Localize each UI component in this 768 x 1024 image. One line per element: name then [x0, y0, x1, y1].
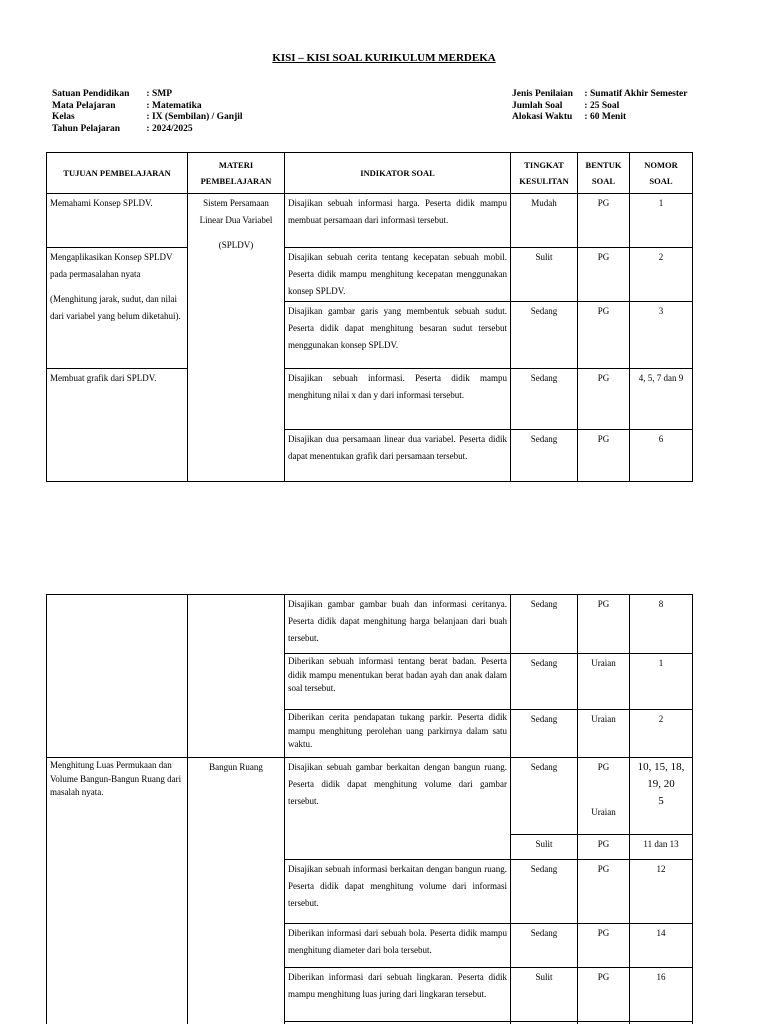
table-header-row: [47, 153, 693, 194]
kisi-table-page-1: [46, 152, 693, 482]
meta-key: Satuan Pendidikan: [52, 89, 130, 99]
nomor-cell: 16: [630, 968, 693, 1022]
tingkat-cell: Mudah: [511, 194, 578, 248]
tujuan-cell-empty: [47, 595, 188, 758]
indikator-cell: Disajikan sebuah gambar berkaitan dengan bangun ruang. Peserta didik dapat menghitung volume dari gambar tersebut.: [285, 758, 511, 860]
bentuk-pg: PG: [597, 762, 610, 772]
bentuk-cell: PG: [578, 369, 630, 430]
materi-text-abbr: (SPLDV): [218, 240, 254, 250]
header-nomor: NOMOR SOAL: [630, 153, 693, 194]
bentuk-cell: PG: [578, 430, 630, 482]
bentuk-cell: PG: [578, 595, 630, 654]
bentuk-cell: PG: [578, 924, 630, 968]
meta-row-kelas: [52, 112, 243, 124]
nomor-pg: 10, 15, 18, 19, 20: [637, 761, 685, 790]
meta-colon: :: [584, 112, 588, 122]
meta-key: Jenis Penilaian: [512, 89, 573, 99]
indikator-cell: Disajikan sebuah informasi harga. Peserta didik mampu membuat persamaan dari informasi tersebut.: [285, 194, 511, 248]
header-materi: MATERI PEMBELAJARAN: [188, 153, 285, 194]
meta-colon: :: [584, 100, 588, 111]
meta-colon: :: [146, 112, 150, 122]
bentuk-cell: PG: [578, 835, 630, 860]
table-row: [47, 595, 693, 654]
meta-value: IX (Sembilan) / Ganjil: [152, 112, 243, 122]
bentuk-uraian: Uraian: [591, 807, 616, 817]
tingkat-cell: Sulit: [511, 968, 578, 1022]
meta-value: Sumatif Akhir Semester: [590, 89, 688, 99]
meta-row-jenis: [512, 89, 687, 101]
indikator-cell: Diberikan informasi dari sebuah lingkaran. Peserta didik mampu menghitung luas juring dari lingkaran tersebut.: [285, 968, 511, 1022]
meta-value: 2024/2025: [152, 123, 193, 134]
nomor-cell: 2: [630, 248, 693, 302]
tingkat-cell: Sedang: [511, 710, 578, 758]
meta-colon: :: [146, 123, 150, 134]
materi-cell: [188, 194, 285, 482]
meta-colon: :: [146, 100, 150, 111]
nomor-cell: 1: [630, 194, 693, 248]
meta-right: [512, 89, 687, 124]
table-row: [47, 194, 693, 248]
indikator-cell: Disajikan gambar garis yang membentuk sebuah sudut. Peserta didik dapat menghitung besaran sudut tersebut menggunakan konsep SPLDV.: [285, 302, 511, 369]
meta-key: Alokasi Waktu: [512, 112, 573, 122]
meta-value: SMP: [152, 89, 173, 99]
meta-value: 25 Soal: [590, 100, 620, 111]
meta-row-satuan: [52, 89, 243, 101]
meta-colon: :: [146, 89, 150, 99]
nomor-cell: 8: [630, 595, 693, 654]
bentuk-cell: [578, 758, 630, 835]
tingkat-cell: Sedang: [511, 654, 578, 710]
tingkat-cell: Sedang: [511, 430, 578, 482]
nomor-uraian: 5: [658, 795, 664, 807]
indikator-cell: Disajikan sebuah cerita tentang kecepatan sebuah mobil. Peserta didik mampu menghitung kecepatan menggunakan konsep SPLDV.: [285, 248, 511, 302]
indikator-cell: Disajikan sebuah informasi. Peserta didik mampu menghitung nilai x dan y dari informasi tersebut.: [285, 369, 511, 430]
tingkat-cell: Sedang: [511, 369, 578, 430]
tingkat-cell: Sedang: [511, 924, 578, 968]
tujuan-cell: Memahami Konsep SPLDV.: [47, 194, 188, 248]
bentuk-cell: PG: [578, 248, 630, 302]
nomor-cell: 3: [630, 302, 693, 369]
indikator-cell: Diberikan cerita pendapatan tukang parkir. Peserta didik mampu menghitung perolehan uang parkirnya dalam satu waktu.: [285, 710, 511, 758]
header-tingkat: TINGKAT KESULITAN: [511, 153, 578, 194]
materi-cell-empty: [188, 595, 285, 758]
tujuan-cell: Menghitung Luas Permukaan dan Volume Bangun-Bangun Ruang dari masalah nyata.: [47, 758, 188, 1024]
meta-row-tahun: [52, 124, 243, 136]
meta-key: Jumlah Soal: [512, 100, 563, 111]
nomor-cell: 6: [630, 430, 693, 482]
meta-value: 60 Menit: [590, 112, 627, 122]
tingkat-cell: Sulit: [511, 835, 578, 860]
indikator-cell: Disajikan sebuah informasi berkaitan dengan bangun ruang. Peserta didik dapat menghitung volume dari informasi tersebut.: [285, 860, 511, 924]
tujuan-text: Mengaplikasikan Konsep SPLDV pada permasalahan nyata: [50, 252, 173, 279]
table-row: [47, 248, 693, 302]
nomor-cell: 4, 5, 7 dan 9: [630, 369, 693, 430]
tujuan-note: (Menghitung jarak, sudut, dan nilai dari variabel yang belum diketahui).: [50, 294, 181, 321]
materi-cell: Bangun Ruang: [188, 758, 285, 1024]
meta-key: Mata Pelajaran: [52, 100, 116, 111]
bentuk-cell: PG: [578, 194, 630, 248]
indikator-cell: Disajikan gambar gambar buah dan informasi ceritanya. Peserta didik dapat menghitung harga belanjaan dari buah tersebut.: [285, 595, 511, 654]
nomor-cell: [630, 758, 693, 835]
meta-row-jumlah: [512, 101, 687, 113]
tujuan-cell: [47, 248, 188, 369]
meta-row-alokasi: [512, 112, 687, 124]
indikator-cell: Disajikan dua persamaan linear dua variabel. Peserta didik dapat menentukan grafik dari persamaan tersebut.: [285, 430, 511, 482]
kisi-table-page-2: [46, 594, 693, 1024]
meta-colon: :: [584, 89, 588, 99]
meta-row-mapel: [52, 101, 243, 113]
bentuk-cell: PG: [578, 302, 630, 369]
header-tujuan: TUJUAN PEMBELAJARAN: [47, 153, 188, 194]
table-row: [47, 758, 693, 835]
nomor-cell: 1: [630, 654, 693, 710]
table-row: [47, 369, 693, 430]
indikator-cell: Diberikan informasi dari sebuah bola. Peserta didik mampu menghitung diameter dari bola tersebut.: [285, 924, 511, 968]
bentuk-cell: Uraian: [578, 654, 630, 710]
meta-left: [52, 89, 243, 135]
tujuan-cell: Membuat grafik dari SPLDV.: [47, 369, 188, 482]
header-indikator: INDIKATOR SOAL: [285, 153, 511, 194]
bentuk-cell: Uraian: [578, 710, 630, 758]
indikator-cell: Diberikan sebuah informasi tentang berat badan. Peserta didik mampu menentukan berat badan ayah dan anak dalam soal tersebut.: [285, 654, 511, 710]
nomor-cell: 14: [630, 924, 693, 968]
tingkat-cell: Sedang: [511, 758, 578, 835]
document-title: KISI – KISI SOAL KURIKULUM MERDEKA: [272, 52, 496, 64]
tingkat-cell: Sulit: [511, 248, 578, 302]
tingkat-cell: Sedang: [511, 595, 578, 654]
nomor-cell: 11 dan 13: [630, 835, 693, 860]
meta-key: Tahun Pelajaran: [52, 123, 121, 134]
materi-text: Sistem Persamaan Linear Dua Variabel: [199, 198, 273, 225]
bentuk-cell: PG: [578, 968, 630, 1022]
bentuk-cell: PG: [578, 860, 630, 924]
meta-value: Matematika: [152, 100, 202, 111]
tingkat-cell: Sedang: [511, 860, 578, 924]
header-bentuk: BENTUK SOAL: [578, 153, 630, 194]
tingkat-cell: Sedang: [511, 302, 578, 369]
nomor-cell: 2: [630, 710, 693, 758]
nomor-cell: 12: [630, 860, 693, 924]
meta-key: Kelas: [52, 112, 75, 122]
